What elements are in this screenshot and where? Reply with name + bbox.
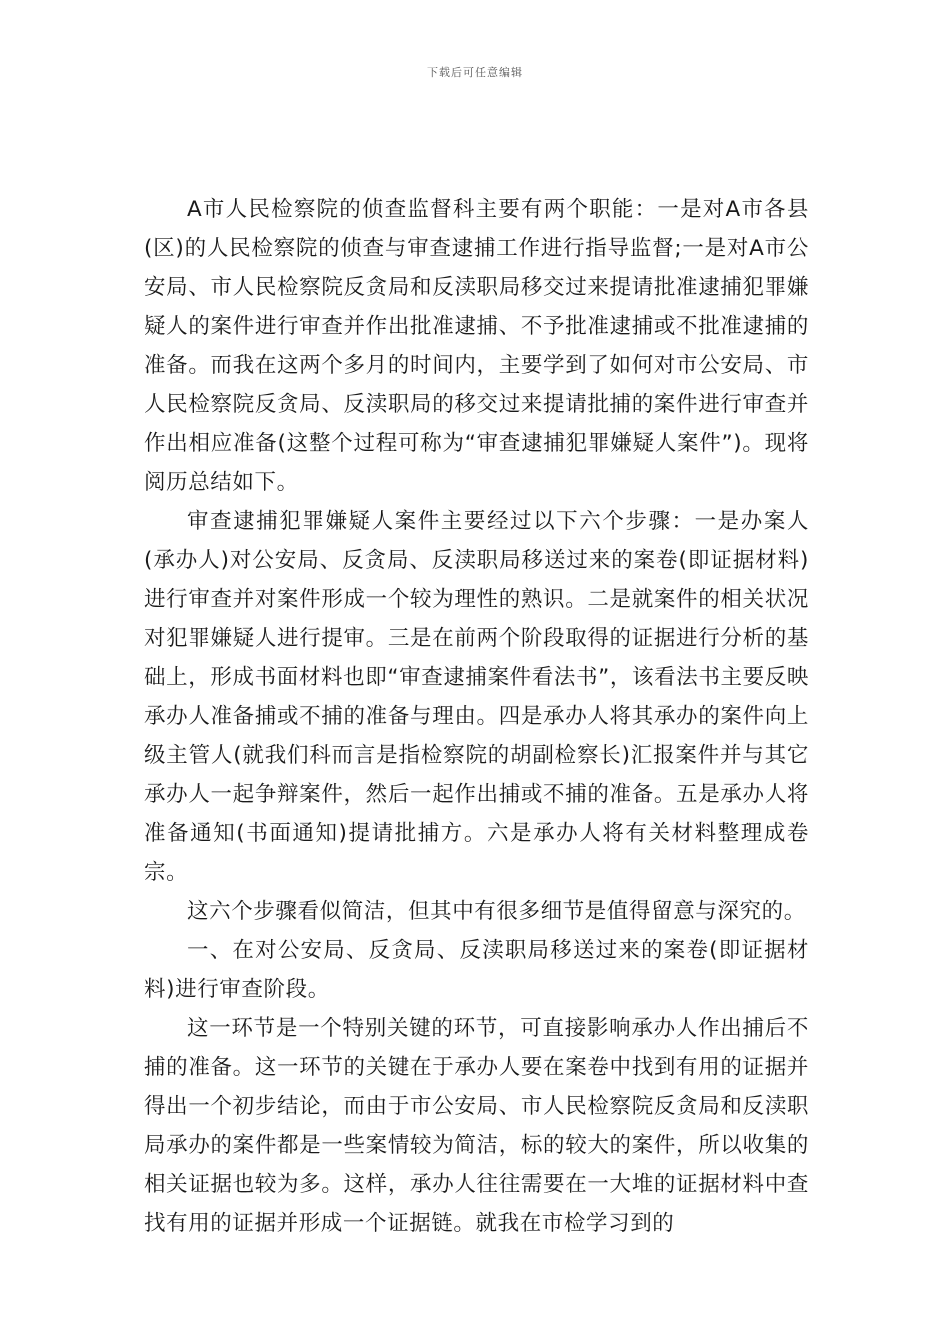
paragraph-3: 这六个步骤看似简洁，但其中有很多细节是值得留意与深究的。 [187,899,806,924]
paragraph-4: 一、在对公安局、反贪局、反渎职局移送过来的案卷(即证据材料)进行审查阶段。 [144,938,809,1002]
paragraph-1: A市人民检察院的侦查监督科主要有两个职能：一是对A市各县(区)的人民检察院的侦查与审查逮捕工作进行指导监督;一是对A市公安局、市人民检察院反贪局和反渎职局移交过来提请批准逮捕犯罪嫌疑人的案件进行审查并作出批准逮捕、不予批准逮捕或不批准逮捕的准备。而我在这两个多月的时间内，主要学到了如何对市公安局、市人民检察院反贪局、反渎职局的移交过来提请批捕的案件进行审查并作出相应准备(这整个过程可称为“审查逮捕犯罪嫌疑人案件”)。现将阅历总结如下。 [144,197,809,495]
document-body [144,190,809,1243]
paragraph-2: 审查逮捕犯罪嫌疑人案件主要经过以下六个步骤：一是办案人(承办人)对公安局、反贪局、反渎职局移送过来的案卷(即证据材料)进行审查并对案件形成一个较为理性的熟识。二是就案件的相关状况对犯罪嫌疑人进行提审。三是在前两个阶段取得的证据进行分析的基础上，形成书面材料也即“审查逮捕案件看法书”，该看法书主要反映承办人准备捕或不捕的准备与理由。四是承办人将其承办的案件向上级主管人(就我们科而言是指检察院的胡副检察长)汇报案件并与其它承办人一起争辩案件，然后一起作出捕或不捕的准备。五是承办人将准备通知(书面通知)提请批捕方。六是承办人将有关材料整理成卷宗。 [144,509,809,885]
page-header-note: 下载后可任意编辑 [427,66,523,79]
paragraph-5: 这一环节是一个特别关键的环节，可直接影响承办人作出捕后不捕的准备。这一环节的关键在于承办人要在案卷中找到有用的证据并得出一个初步结论，而由于市公安局、市人民检察院反贪局和反渎职局承办的案件都是一些案情较为简洁，标的较大的案件，所以收集的相关证据也较为多。这样，承办人往往需要在一大堆的证据材料中查找有用的证据并形成一个证据链。就我在市检学习到的 [144,1016,809,1236]
